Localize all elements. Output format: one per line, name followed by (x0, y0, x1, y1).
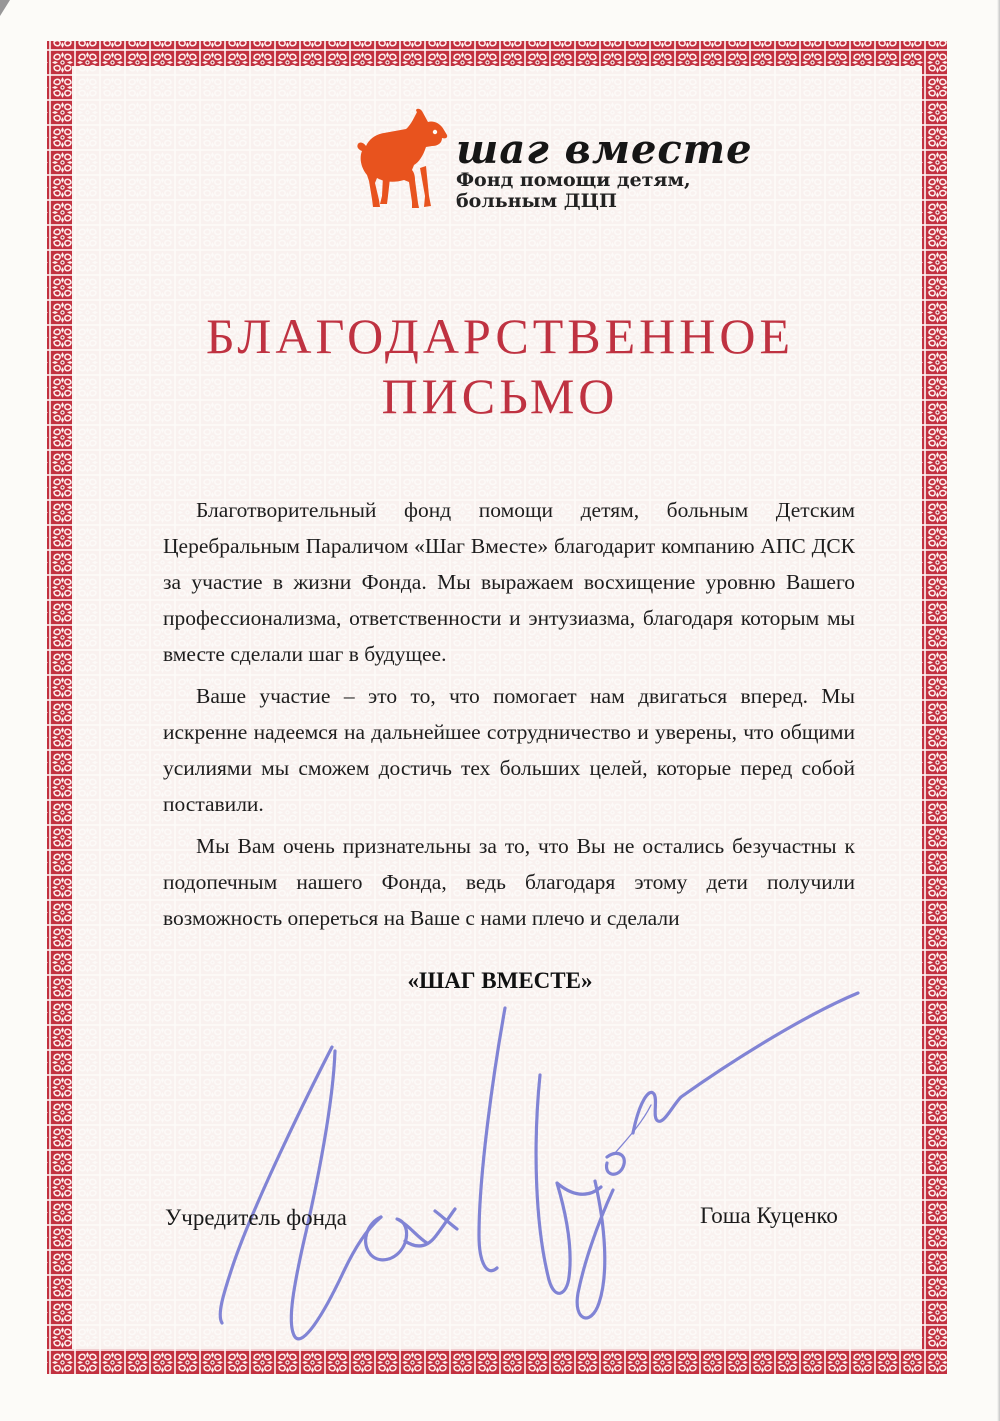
logo-subtitle-line2: больным ДЦП (456, 190, 617, 212)
slogan-text: «ШАГ ВМЕСТЕ» (407, 968, 593, 993)
letter-title: БЛАГОДАРСТВЕННОЕ ПИСЬМО (205, 307, 795, 424)
fawn-icon (356, 108, 448, 208)
signature-handwriting (195, 985, 895, 1370)
fund-logo (356, 108, 753, 212)
logo-text-block (456, 108, 753, 212)
logo-script-text: шаг вместе (456, 126, 753, 173)
founder-label: Учредитель фонда (165, 1205, 347, 1230)
founder-name: Гоша Куценко (700, 1203, 838, 1228)
paragraph-1: Благотворительный фонд помощи детям, больным Детским Церебральным Параличом «Шаг Вместе» благодарит компанию АПС ДСК за участие в жизни Фонда. Мы выражаем восхищение уровню Вашего профессионализма, ответственности и энтузиазма, благодаря которым мы вместе сделали шаг в будущее. (163, 498, 855, 666)
paragraph-3: Мы Вам очень признательны за то, что Вы не остались безучастны к подопечным нашего Фонда, ведь благодаря этому дети получили возможность опереться на Ваше с нами плечо и сделали (163, 834, 855, 930)
logo-subtitle-line1: Фонд помощи детям, (456, 169, 691, 191)
paragraph-2: Ваше участие – это то, что помогает нам двигаться вперед. Мы искренне надеемся на дальнейшее сотрудничество и уверены, что общими усилиями мы сможем достичь тех больших целей, которые перед собой поставили. (163, 684, 855, 816)
letter-body (163, 492, 855, 942)
